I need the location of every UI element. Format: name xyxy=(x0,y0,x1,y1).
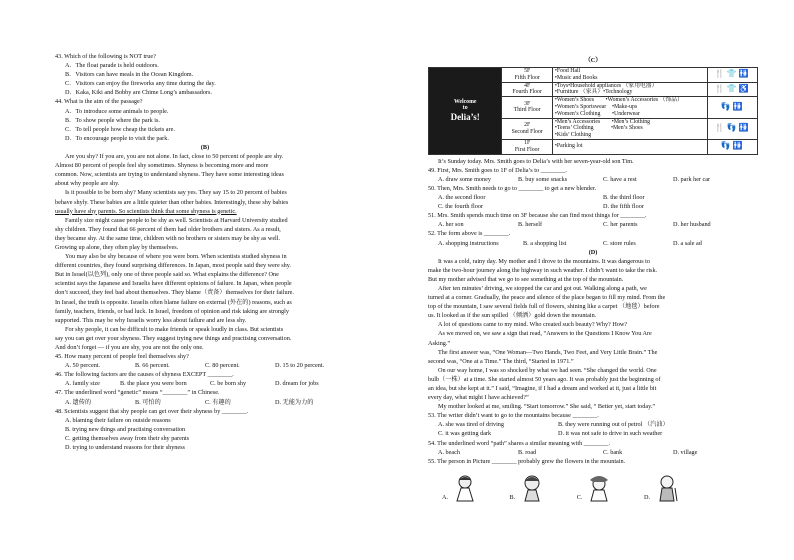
q51-option-c: C. her parents xyxy=(603,221,638,229)
welcome-to-text: to xyxy=(462,105,468,112)
q46-option-a: A. family size xyxy=(65,380,100,388)
q52-option-d: D. a sale ad xyxy=(673,239,702,247)
passage-b-line: they became shy. At the same time, children with no brothers or sisters may be shy as well. xyxy=(55,234,281,242)
q44-option-a: A．To introduce some animals to people. xyxy=(65,107,169,115)
q46-options xyxy=(55,379,355,388)
floor-4f: 4F Fourth Floor xyxy=(502,82,552,97)
passage-d-line: turned at a corner. Gradually, the peace and silence of the place began to fill my mind. From the xyxy=(428,294,666,302)
passage-b-line: about why people are shy. xyxy=(55,180,120,188)
passage-d-line: top of the mountain, I saw several fields full of flowers, shining like a carpet （地毯）before xyxy=(428,303,660,311)
passage-d-line: It was a cold, rainy day. My mother and I drove to the mountains. It was dangerous to xyxy=(438,257,650,265)
question-54: 54. The underlined word “path” shares a similar meaning with ________. xyxy=(428,439,611,447)
floor-3f-facility-icons: 👣🚻 xyxy=(707,97,757,118)
floor-5f-facility-icons: 🍴👕🚻 xyxy=(707,68,757,83)
q54-option-d: D. village xyxy=(673,448,698,456)
old-woman-icon xyxy=(584,474,614,502)
passage-d-line: bulb（一株）at a time. She started almost 50 years ago. It was probably just the beginning of xyxy=(428,375,661,383)
q47-option-a: A. 遗传的 xyxy=(65,398,92,406)
question-48: 48. Scientists suggest that shy people can get over their shyness by ________. xyxy=(55,407,249,415)
floor-5f: 5F Fifth Floor xyxy=(502,68,552,83)
q53-option-d: D. it was not safe to drive in such weather xyxy=(558,430,663,438)
passage-b-line: In Israel, the truth is opposite. Israelis often blame failure on external (外在的) reasons, such as xyxy=(55,298,292,306)
q46-option-b: B. the place you were born xyxy=(120,380,187,388)
q51-option-a: A. her son xyxy=(438,221,464,229)
q46-option-d: D. dream for jobs xyxy=(275,380,319,388)
q50-option-d: D. the fifth floor xyxy=(603,203,644,211)
passage-d-line: But my mother advised that we go to see something at the top of the mountain. xyxy=(428,275,624,283)
q49-options xyxy=(428,175,758,184)
store-name: Delia’s! xyxy=(450,112,480,123)
passage-b-line: scientist says the Japanese and Israelis have different opinions of failure. In Japan, when people xyxy=(55,280,292,288)
q47-option-d: D. 无能为力的 xyxy=(275,398,314,406)
floor-1f-items: •Parking lot xyxy=(552,140,707,155)
q44-option-c: C．To tell people how cheap the tickets are. xyxy=(65,125,175,133)
section-c-heading: （C） xyxy=(584,57,602,64)
q43-option-c: C．Visitors can enjoy the fireworks any time during the day. xyxy=(65,80,216,88)
passage-b-line: different countries, they found surprising differences. In Japan, most people said they were shy. xyxy=(55,262,291,270)
floor-1f-facility-icons: 👣🚻 xyxy=(707,140,757,155)
question-53: 53. The writer didn’t want to go to the mountains because ________. xyxy=(428,412,599,420)
q47-option-c: C. 有趣的 xyxy=(205,398,231,406)
q53-option-a: A. she was tired of driving xyxy=(438,421,504,429)
passage-b-line: don’t succeed, they feel bad about themselves. They blame（责备）themselves for their failure. xyxy=(55,289,294,297)
welcome-text: Welcome xyxy=(453,98,477,105)
passage-b-line: common. Now, scientists are trying to understand shyness. They have some interesting ideas xyxy=(55,171,284,179)
q43-option-d: D．Kaka, Kiki and Bobby are Chime Long’s ambassadors. xyxy=(65,89,212,97)
passage-d-line: As we moved on, we saw a sign that read, “Answers to the Questions I Know You Are xyxy=(438,330,652,338)
q51-options xyxy=(428,220,758,229)
passage-d-line: an idea, but she kept at it.” I said, “Imagine, if I had a dream and worked at it, just a little bit xyxy=(428,385,657,392)
old-man-icon xyxy=(652,474,682,502)
left-column xyxy=(55,52,355,452)
q54-options xyxy=(428,448,758,457)
floor-3f: 3F Third Floor xyxy=(502,97,552,118)
passage-c-intro: It’s Sunday today. Mrs. Smith goes to Delia’s with her seven-year-old son Tim. xyxy=(438,157,634,165)
q52-option-a: A. shopping instructions xyxy=(438,239,499,247)
passage-b-line: say you can get over your shyness. They suggest trying new things and practising conversation. xyxy=(55,334,292,342)
question-51: 51. Mrs. Smith spends much time on 3F because she can find most things for ________. xyxy=(428,212,647,220)
q50-options-ab xyxy=(428,193,758,202)
q48-option-d: D. trying to understand reasons for their shyness xyxy=(65,444,185,452)
q55-pictures xyxy=(428,474,682,502)
passage-d-line-path: After ten minutes’ driving, we stopped the car and got out. Walking along a path, we xyxy=(438,284,647,292)
q52-option-c: C. store rules xyxy=(603,239,636,247)
passage-b-line: But in Israel(以色列), only one of three people said so. What explains the difference? One xyxy=(55,271,279,279)
q51-option-d: D. her husband xyxy=(673,221,711,229)
q54-option-b: B. road xyxy=(518,448,537,456)
floor-2f-facility-icons: 🍴👣🚻 xyxy=(707,118,757,139)
passage-d-line: The first answer was, “One Woman—Two Hands, Two Feet, and Very Little Brain.” The xyxy=(438,348,658,356)
q52-options xyxy=(428,239,758,248)
passage-b-line: Is it possible to be born shy? Many scientists say yes. They say 15 to 20 percent of babies xyxy=(65,189,287,197)
question-55: 55. The person in Picture ________ probably grew the flowers in the mountain. xyxy=(428,457,626,465)
q50-option-a: A. the second floor xyxy=(438,194,486,202)
picture-c xyxy=(577,474,615,502)
q45-option-a: A. 50 percent. xyxy=(65,362,101,370)
welcome-banner xyxy=(429,68,502,155)
q45-option-b: B. 66 percent. xyxy=(135,362,170,370)
q53-option-b: B. they were running out of petrol （汽油） xyxy=(558,421,669,429)
passage-b-line: Family size might cause people to be shy as well. Scientists at Harvard University studied xyxy=(65,216,288,224)
boy-icon xyxy=(517,474,547,502)
store-directory-table xyxy=(428,67,758,155)
q53-option-c: C. it was getting dark xyxy=(438,430,492,438)
passage-d-line: On our way home, I was so shocked by what we had seen. “She changed the world. One xyxy=(438,366,657,374)
q45-option-d: D. 15 to 20 percent. xyxy=(275,362,325,370)
floor-4f-items: •Toys•Household appliances （家用电器） •Furniture （家具）•Technology xyxy=(552,82,707,97)
passage-d-line: A lot of questions came to my mind. Who created such beauty? Why? How? xyxy=(438,321,628,329)
passage-b-line: Growing up alone, they often play by themselves. xyxy=(55,243,179,251)
q48-option-c: C. getting themselves away from their shy parents xyxy=(65,434,190,442)
passage-b-line-genetic: usually have shy parents. So scientists think that some shyness is genetic. xyxy=(55,207,237,215)
young-girl-icon xyxy=(450,474,480,502)
q50-option-c: C. the fourth floor xyxy=(438,203,484,211)
passage-b-line: behave shyly. These babies are a little quieter than other babies. Interestingly, these shy babies xyxy=(55,198,289,206)
floor-1f: 1F First Floor xyxy=(502,140,552,155)
q53-options-cd xyxy=(428,429,758,438)
passage-d-line: make the two-hour journey along the highway in such weather. I didn’t want to take the risk. xyxy=(428,266,658,274)
q50-option-b: B. the third floor xyxy=(603,194,645,202)
passage-d-line: us. It looked as if the sun spilled （倾洒）gold down the mountain. xyxy=(428,312,597,320)
q47-option-b: B. 可怕的 xyxy=(135,398,161,406)
q54-option-a: A. beach xyxy=(438,448,460,456)
floor-5f-items: •Food Hall •Music and Books xyxy=(552,68,707,83)
passage-d-line: second was, “One at a Time.” The third, “Started in 1971.” xyxy=(428,357,574,365)
q45-options xyxy=(55,361,355,370)
passage-b-line: supported. This may be why Israelis worry less about failure and are less shy. xyxy=(55,316,247,324)
picture-d xyxy=(644,474,682,502)
question-43: 43. Which of the following is NOT true? xyxy=(55,53,156,60)
q48-option-b: B. trying new things and practising conversation xyxy=(65,425,186,433)
q43-option-b: B．Visitors can have meals in the Ocean Kingdom. xyxy=(65,71,194,79)
q47-options xyxy=(55,398,355,407)
passage-b-line: shy children. They found that 66 percent of them had older brothers and sisters. As a result, xyxy=(55,225,281,233)
question-52: 52. The form above is ________. xyxy=(428,230,511,238)
passage-b-line: Almost 80 percent of people feel shy sometimes. Shyness is becoming more and more xyxy=(55,162,269,170)
picture-d-label: D. xyxy=(643,493,650,501)
picture-b-label: B. xyxy=(509,493,516,501)
picture-a xyxy=(442,474,480,502)
passage-d xyxy=(428,257,758,412)
q49-option-a: A. draw some money xyxy=(438,175,491,183)
passage-b xyxy=(55,152,355,352)
q46-option-c: C. be born shy xyxy=(210,380,247,388)
passage-b-line: family, teachers, friends, or bad luck. In Israel, freedom of opinion and risk taking are strongly xyxy=(55,307,289,315)
q49-option-d: D. park her car xyxy=(673,175,711,183)
passage-d-line: My mother looked at me, smiling. “Start tomorrow.” She said, “ Better yet, start today.” xyxy=(438,403,656,411)
question-47: 47. The underlined word “genetic” means “________” in Chinese. xyxy=(55,389,220,397)
floor-2f-items: •Men’s Accessories •Men’s Clothing •Teens’ Clothing •Men’s Shoes •Kids’ Clothing xyxy=(552,118,707,139)
question-46: 46. The following factors are the causes of shyness EXCEPT ________. xyxy=(55,371,234,379)
q52-option-b: B. a shopping list xyxy=(523,239,567,247)
passage-b-line: And don’t forget — if you are shy, you are not the only one. xyxy=(55,344,204,351)
passage-d-line: every day, what might I have achieved?” xyxy=(428,394,529,402)
q43-option-a: A．The float parade is held outdoors. xyxy=(65,62,159,70)
q44-option-b: B．To show people where the park is. xyxy=(65,116,160,124)
q48-option-a: A. blaming their failure on outside reasons xyxy=(65,416,171,424)
floor-3f-items: •Women’s Shoes •Women’s Accessories （饰品） •Women’s Sportswear •Make-ups •Women’s Clothing •Underwear xyxy=(552,97,707,118)
passage-b-line: For shy people, it can be difficult to make friends or speak loudly in class. But scientists xyxy=(65,325,284,333)
q53-options-ab xyxy=(428,420,758,429)
question-45: 45. How many percent of people feel themselves shy? xyxy=(55,353,189,361)
question-49: 49. First, Mrs. Smith goes to 1F of Delia’s to ________. xyxy=(428,166,567,174)
q44-option-d: D．To encourage people to visit the park. xyxy=(65,134,169,142)
section-d-heading: (D) xyxy=(588,248,598,256)
question-44: 44. What is the aim of the passage? xyxy=(55,98,143,106)
floor-2f: 2F Second Floor xyxy=(502,118,552,139)
passage-b-line: Are you shy? If you are, you are not alone. In fact, close to 50 percent of people are shy. xyxy=(65,153,284,161)
q45-option-c: C. 80 percent. xyxy=(205,362,240,370)
q49-option-b: B. buy some snacks xyxy=(518,175,568,183)
q51-option-b: B. herself xyxy=(518,221,543,229)
section-b-heading: (B) xyxy=(200,143,210,151)
picture-b xyxy=(510,474,548,502)
picture-c-label: C. xyxy=(576,493,583,501)
passage-b-line: You may also be shy because of where you were born. When scientists studied shyness in xyxy=(65,253,287,261)
floor-4f-facility-icons: 🍴👕♿ xyxy=(707,82,757,97)
picture-a-label: A. xyxy=(442,493,449,501)
q54-option-c: C. bank xyxy=(603,448,623,456)
q49-option-c: C. have a rest xyxy=(603,175,637,183)
passage-d-line: Asking.” xyxy=(428,339,451,347)
question-50: 50. Then, Mrs. Smith needs to go to ________ to get a new blender. xyxy=(428,184,597,192)
q50-options-cd xyxy=(428,202,758,211)
right-column xyxy=(428,56,758,502)
